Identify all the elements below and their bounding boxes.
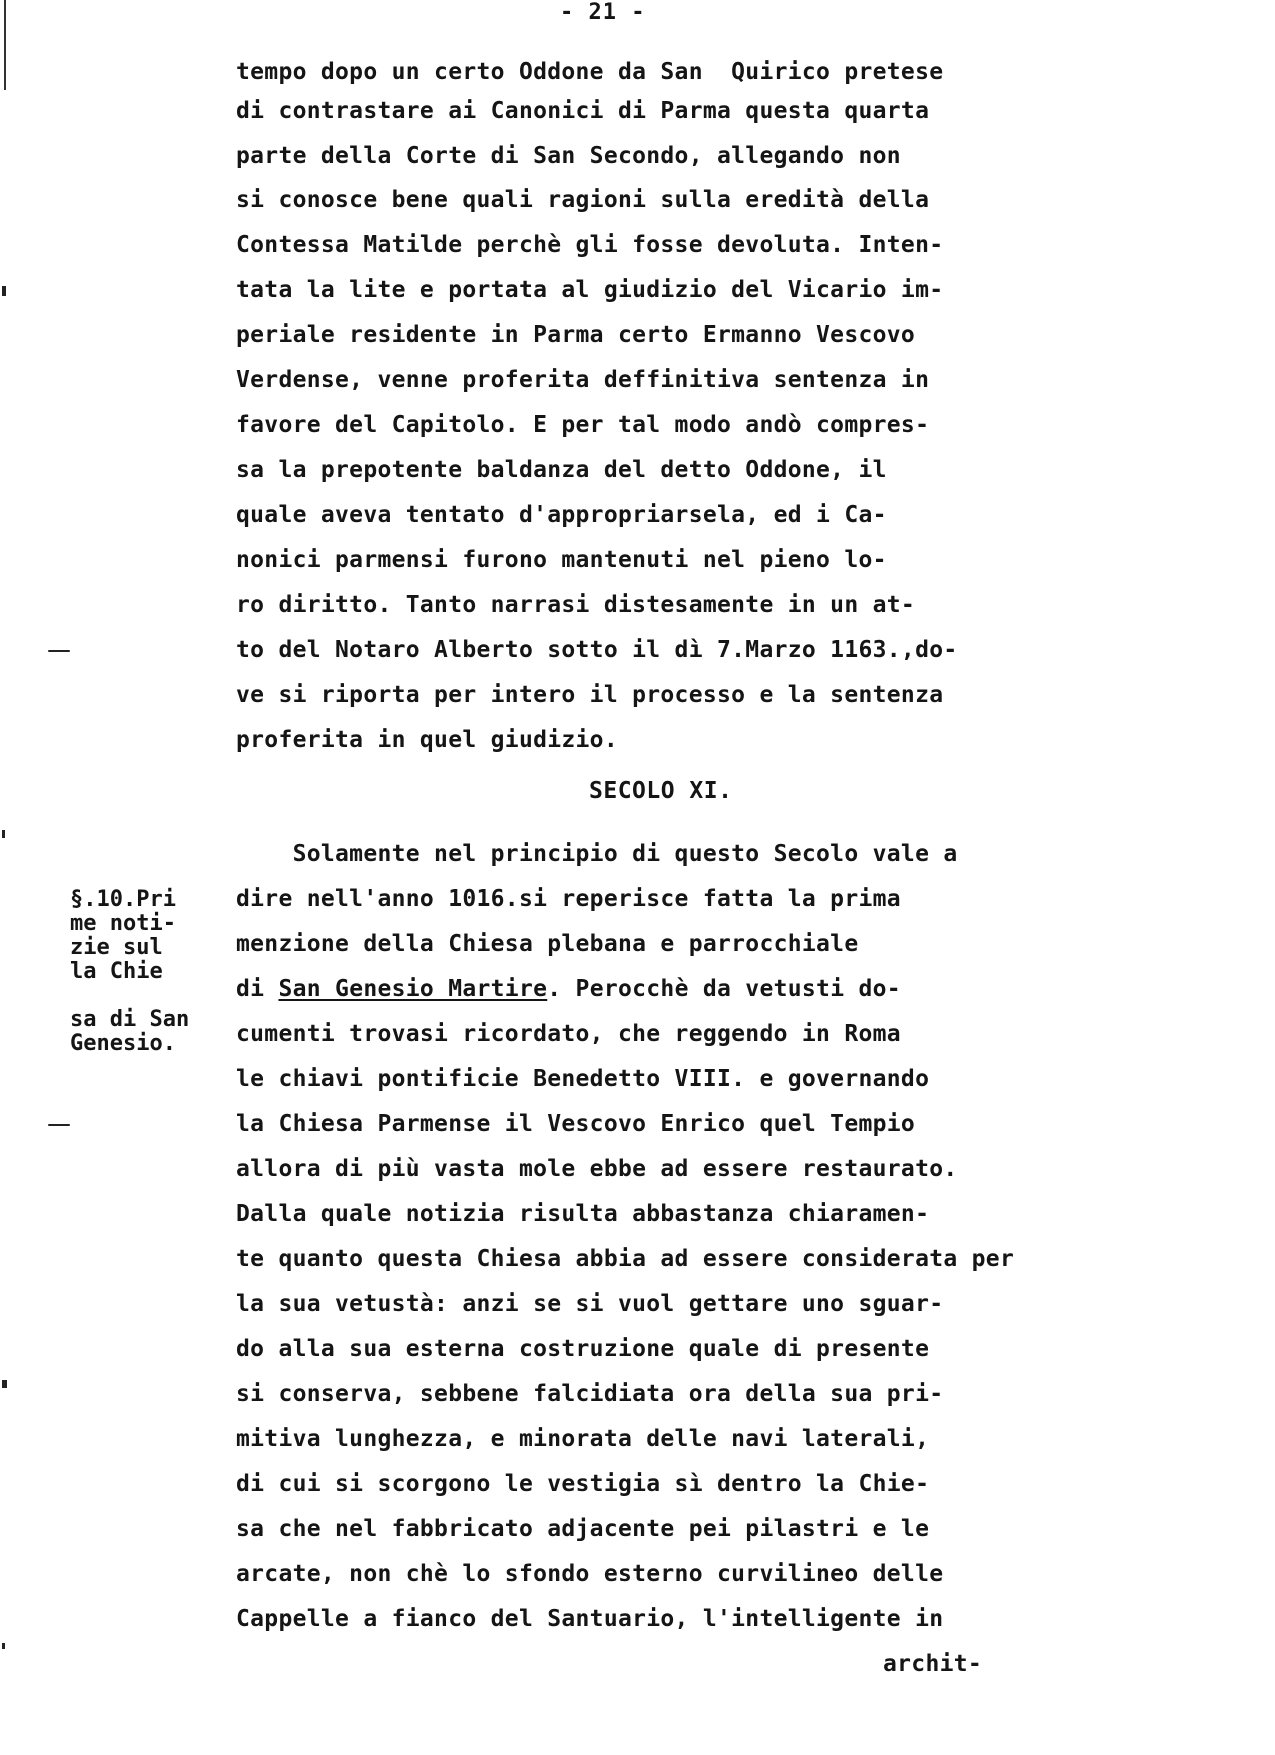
text-line: ro diritto. Tanto narrasi distesamente in un at- bbox=[236, 592, 916, 618]
text-line: parte della Corte di San Secondo, allegando non bbox=[236, 143, 901, 169]
text-line: arcate, non chè lo sfondo esterno curvilineo delle bbox=[236, 1561, 944, 1587]
scan-edge-line bbox=[4, 0, 6, 90]
section-heading: SECOLO XI. bbox=[589, 778, 733, 804]
text-line: do alla sua esterna costruzione quale di presente bbox=[236, 1336, 930, 1362]
margin-note-line: sa di San bbox=[70, 1007, 190, 1032]
scan-artifact bbox=[48, 650, 70, 652]
text-line: allora di più vasta mole ebbe ad essere restaurato. bbox=[236, 1156, 958, 1182]
scan-artifact bbox=[2, 830, 5, 838]
text-line: tempo dopo un certo Oddone da San Quirico pretese bbox=[236, 59, 944, 85]
text-line: Cappelle a fianco del Santuario, l'intelligente in bbox=[236, 1606, 944, 1632]
text-line: to del Notaro Alberto sotto il dì 7.Marzo 1163.,do- bbox=[236, 637, 958, 663]
text-line: menzione della Chiesa plebana e parrocchiale bbox=[236, 931, 859, 957]
text-line: cumenti trovasi ricordato, che reggendo in Roma bbox=[236, 1021, 901, 1047]
text-line: te quanto questa Chiesa abbia ad essere considerata per bbox=[236, 1246, 1015, 1272]
text-line: favore del Capitolo. E per tal modo andò compres- bbox=[236, 412, 930, 438]
margin-note-line: §.10.Pri bbox=[70, 887, 176, 912]
scan-artifact bbox=[2, 1380, 7, 1388]
text-line: si conosce bene quali ragioni sulla eredità della bbox=[236, 187, 930, 213]
scan-artifact bbox=[48, 1124, 70, 1126]
text-line: quale aveva tentato d'appropriarsela, ed i Ca- bbox=[236, 502, 887, 528]
text-line: Verdense, venne proferita deffinitiva sentenza in bbox=[236, 367, 930, 393]
text-span: di bbox=[236, 976, 279, 1002]
text-line: Contessa Matilde perchè gli fosse devoluta. Inten- bbox=[236, 232, 944, 258]
text-span: . Perocchè da vetusti do- bbox=[547, 976, 901, 1002]
margin-note-line: me noti- bbox=[70, 911, 176, 936]
text-line: nonici parmensi furono mantenuti nel pieno lo- bbox=[236, 547, 887, 573]
text-line: si conserva, sebbene falcidiata ora della sua pri- bbox=[236, 1381, 944, 1407]
text-line: Solamente nel principio di questo Secolo vale a bbox=[236, 841, 958, 867]
underlined-church-name: San Genesio Martire bbox=[278, 976, 548, 1002]
text-line: Dalla quale notizia risulta abbastanza chiaramen- bbox=[236, 1201, 930, 1227]
text-line: dire nell'anno 1016.si reperisce fatta la prima bbox=[236, 886, 901, 912]
text-line: tata la lite e portata al giudizio del Vicario im- bbox=[236, 277, 944, 303]
text-line: sa la prepotente baldanza del detto Oddone, il bbox=[236, 457, 887, 483]
page-number: - 21 - bbox=[560, 0, 646, 25]
margin-note-line: Genesio. bbox=[70, 1031, 176, 1056]
text-line: la Chiesa Parmense il Vescovo Enrico quel Tempio bbox=[236, 1111, 916, 1137]
text-line: archit- bbox=[883, 1651, 983, 1677]
text-line: la sua vetustà: anzi se si vuol gettare uno sguar- bbox=[236, 1291, 944, 1317]
text-line bbox=[236, 975, 901, 1003]
scan-artifact bbox=[2, 286, 6, 296]
text-line: proferita in quel giudizio. bbox=[236, 727, 618, 753]
margin-note-line: zie sul bbox=[70, 935, 163, 960]
text-line: sa che nel fabbricato adjacente pei pilastri e le bbox=[236, 1516, 930, 1542]
text-line: periale residente in Parma certo Ermanno Vescovo bbox=[236, 322, 916, 348]
text-line: di cui si scorgono le vestigia sì dentro la Chie- bbox=[236, 1471, 930, 1497]
margin-note-line: la Chie bbox=[70, 959, 163, 984]
text-line: mitiva lunghezza, e minorata delle navi laterali, bbox=[236, 1426, 930, 1452]
text-line: ve si riporta per intero il processo e la sentenza bbox=[236, 682, 944, 708]
scan-artifact bbox=[2, 1643, 5, 1649]
text-line: le chiavi pontificie Benedetto VIII. e governando bbox=[236, 1066, 930, 1092]
text-line: di contrastare ai Canonici di Parma questa quarta bbox=[236, 98, 930, 124]
